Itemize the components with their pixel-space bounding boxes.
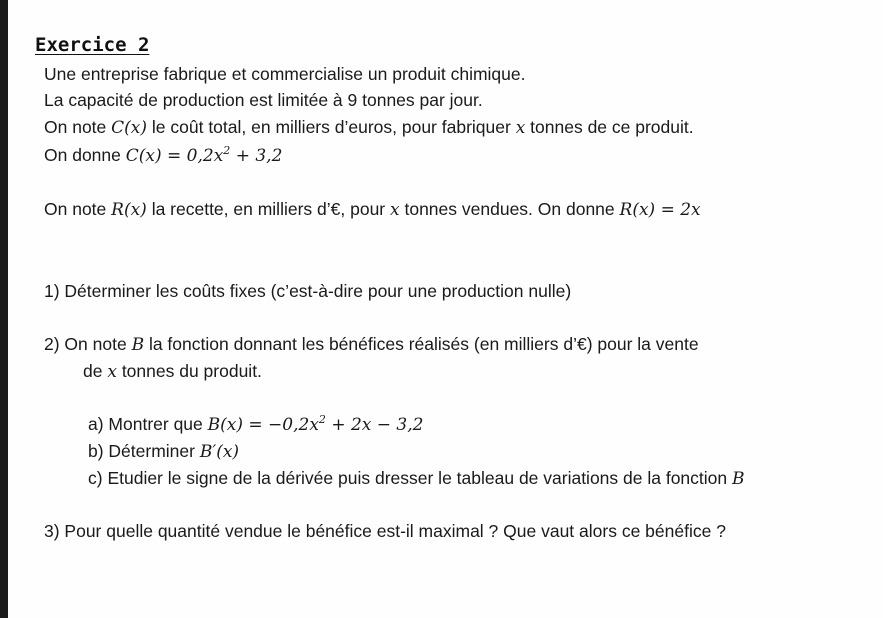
intro-line-2: La capacité de production est limitée à 9 tonnes par jour. bbox=[44, 90, 483, 110]
cost-formula-tail: + 3,2 bbox=[235, 146, 283, 166]
cost-function-label: C(x) bbox=[111, 118, 148, 138]
question-3: 3) Pour quelle quantité vendue le bénéfice est-il maximal ? Que vaut alors ce bénéfice ? bbox=[44, 521, 726, 541]
benefit-formula bbox=[208, 415, 424, 435]
question-2-line-2 bbox=[83, 360, 262, 383]
cost-formula bbox=[126, 146, 283, 166]
variable-x: x bbox=[107, 362, 117, 382]
revenue-formula: R(x) = 2x bbox=[619, 200, 701, 220]
question-2b-text: b) Déterminer bbox=[88, 441, 195, 461]
cost-formula-exponent: 2 bbox=[223, 144, 231, 157]
derivative-label: B′(x) bbox=[199, 442, 240, 462]
exercise-page bbox=[8, 0, 883, 618]
intro-line-1: Une entreprise fabrique et commercialise un produit chimique. bbox=[44, 64, 526, 84]
intro-line-5-text-c: tonnes vendues. On donne bbox=[404, 199, 615, 219]
question-2a-text: a) Montrer que bbox=[88, 414, 203, 434]
intro-line-5-text-b: la recette, en milliers d’€, pour bbox=[151, 199, 386, 219]
question-2a bbox=[88, 413, 423, 436]
left-edge-bar bbox=[0, 0, 8, 618]
revenue-function-label: R(x) bbox=[111, 200, 147, 220]
question-2-text-b: la fonction donnant les bénéfices réalisés (en milliers d’€) pour la vente bbox=[148, 334, 699, 354]
intro-line-3-text-c: tonnes de ce produit. bbox=[530, 117, 694, 137]
intro-line-5-text-a: On note bbox=[44, 199, 107, 219]
intro-line-3-text-b: le coût total, en milliers d’euros, pour fabriquer bbox=[151, 117, 511, 137]
intro-line-3-text-a: On note bbox=[44, 117, 107, 137]
cost-formula-base: C(x) = 0,2x bbox=[125, 146, 224, 166]
benefit-formula-base: B(x) = −0,2x bbox=[207, 415, 319, 435]
question-2c bbox=[88, 467, 745, 490]
question-2-text-a: 2) On note bbox=[44, 334, 127, 354]
benefit-formula-exponent: 2 bbox=[318, 413, 326, 426]
question-2-text-c: de bbox=[83, 361, 103, 381]
question-2-line-1 bbox=[44, 333, 699, 356]
variable-x: x bbox=[515, 118, 526, 138]
benefit-formula-tail: + 2x − 3,2 bbox=[331, 415, 424, 435]
exercise-title: Exercice 2 bbox=[35, 34, 150, 56]
benefit-function-label: B bbox=[131, 335, 145, 355]
intro-line-4-text: On donne bbox=[44, 145, 121, 165]
question-2c-text: c) Etudier le signe de la dérivée puis dresser le tableau de variations de la fonction bbox=[88, 468, 728, 488]
question-2-text-d: tonnes du produit. bbox=[121, 361, 262, 381]
variable-x: x bbox=[390, 200, 400, 220]
benefit-function-label: B bbox=[732, 469, 745, 489]
intro-line-3 bbox=[44, 116, 694, 139]
intro-line-4 bbox=[44, 144, 282, 167]
question-1: 1) Déterminer les coûts fixes (c’est-à-dire pour une production nulle) bbox=[44, 281, 572, 301]
intro-line-5 bbox=[44, 198, 701, 221]
question-2b bbox=[88, 440, 239, 463]
